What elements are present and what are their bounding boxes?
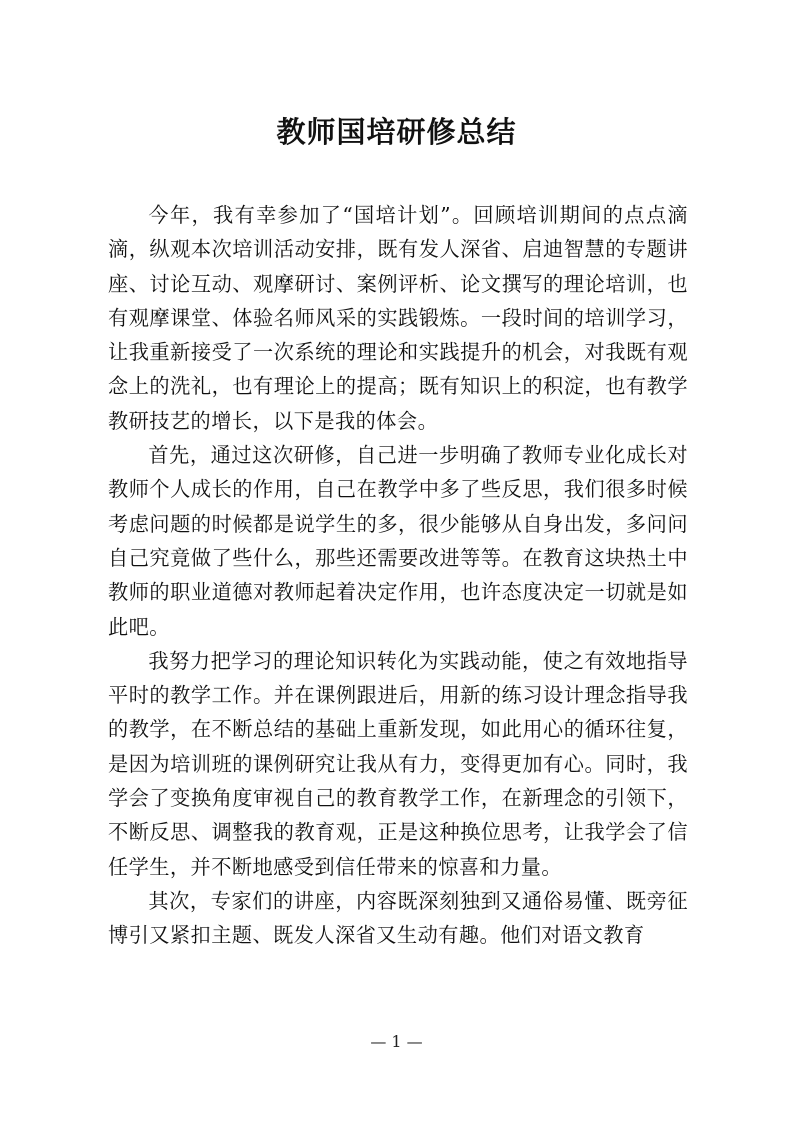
- page-number: — 1 —: [370, 1032, 423, 1051]
- paragraph-4: 其次，专家们的讲座，内容既深刻独到又通俗易懂、既旁征博引又紧扣主题、既发人深省又生动有趣。他们对语文教育: [108, 888, 688, 948]
- document-body: [108, 198, 688, 953]
- document-title: 教师国培研修总结: [276, 115, 517, 149]
- paragraph-2: 首先，通过这次研修，自己进一步明确了教师专业化成长对教师个人成长的作用，自己在教学中多了些反思，我们很多时候考虑问题的时候都是说学生的多，很少能够从自身出发，多问问自己究竟做了些什么，那些还需要改进等等。在教育这块热土中教师的职业道德对教师起着决定作用，也许态度决定一切就是如此吧。: [108, 443, 688, 639]
- paragraph-3: 我努力把学习的理论知识转化为实践动能，使之有效地指导平时的教学工作。并在课例跟进后，用新的练习设计理念指导我的教学，在不断总结的基础上重新发现，如此用心的循环往复，是因为培训班的课例研究让我从有力，变得更加有心。同时，我学会了变换角度审视自己的教育教学工作，在新理念的引领下，不断反思、调整我的教育观，正是这种换位思考，让我学会了信任学生，并不断地感受到信任带来的惊喜和力量。: [108, 648, 688, 879]
- paragraph-1: 今年，我有幸参加了“国培计划”。回顾培训期间的点点滴滴，纵观本次培训活动安排，既有发人深省、启迪智慧的专题讲座、讨论互动、观摩研讨、案例评析、论文撰写的理论培训，也有观摩课堂、体验名师风采的实践锻炼。一段时间的培训学习，让我重新接受了一次系统的理论和实践提升的机会，对我既有观念上的洗礼，也有理论上的提高；既有知识上的积淀，也有教学教研技艺的增长，以下是我的体会。: [108, 203, 688, 433]
